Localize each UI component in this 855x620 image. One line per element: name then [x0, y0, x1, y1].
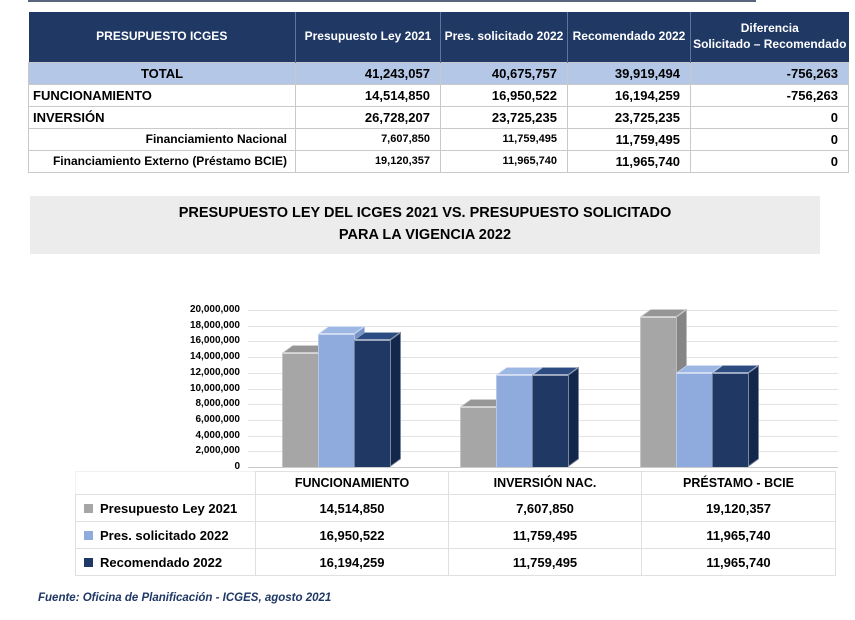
cell-value: 41,243,057 — [296, 62, 441, 84]
cell-value: 11,965,740 — [441, 150, 568, 172]
page-top-edge — [28, 0, 756, 2]
legend-value: 19,120,357 — [642, 495, 836, 522]
cell-value: 0 — [691, 106, 849, 128]
plot-area — [248, 310, 838, 467]
chart-title-line2: PARA LA VIGENCIA 2022 — [338, 227, 512, 243]
row-label: INVERSIÓN — [29, 106, 296, 128]
col-header-diferencia-line1: Diferencia — [740, 21, 799, 36]
legend-value: 11,965,740 — [642, 549, 836, 576]
col-header-diferencia-line2: Solicitado – Recomendado — [693, 36, 847, 51]
bar-face-front — [496, 375, 532, 467]
row-label: FUNCIONAMIENTO — [29, 84, 296, 106]
budget-table — [28, 12, 849, 173]
y-axis-tick-label: 0 — [234, 461, 240, 472]
row-label: Financiamiento Externo (Préstamo BCIE) — [29, 150, 296, 172]
cell-value: 0 — [691, 128, 849, 150]
col-header-ley-2021: Presupuesto Ley 2021 — [296, 12, 441, 62]
bar-face-front — [676, 373, 712, 467]
cell-value: 40,675,757 — [441, 62, 568, 84]
legend-entry — [76, 522, 256, 549]
chart-title — [30, 196, 820, 254]
category-label-funcionamiento: FUNCIONAMIENTO — [256, 472, 449, 495]
y-axis — [145, 304, 240, 480]
legend-value: 7,607,850 — [449, 495, 642, 522]
cell-value: 7,607,850 — [296, 128, 441, 150]
bar-face-front — [282, 353, 318, 467]
table-row-financiamiento-nacional — [29, 128, 849, 150]
y-axis-tick-label: 14,000,000 — [189, 351, 240, 362]
category-label-inversion-nac: INVERSIÓN NAC. — [449, 472, 642, 495]
cell-value: -756,263 — [691, 62, 849, 84]
cell-value: 14,514,850 — [296, 84, 441, 106]
cell-value: 23,725,235 — [568, 106, 691, 128]
legend-value: 16,194,259 — [256, 549, 449, 576]
chart-title-line1: PRESUPUESTO LEY DEL ICGES 2021 VS. PRESUPUESTO SOLICITADO — [178, 205, 672, 222]
legend-value: 11,759,495 — [449, 549, 642, 576]
bar-face-front — [712, 373, 748, 467]
bar-face-front — [318, 334, 354, 467]
table-row-financiamiento-externo — [29, 150, 849, 172]
legend-entry — [76, 549, 256, 576]
cell-value: 0 — [691, 150, 849, 172]
cell-value: 11,759,495 — [568, 128, 691, 150]
legend-swatch-gray-icon — [84, 504, 93, 513]
y-axis-tick-label: 4,000,000 — [195, 430, 240, 441]
cell-value: 11,759,495 — [441, 128, 568, 150]
legend-row-ley-2021 — [76, 495, 836, 522]
y-axis-tick-label: 2,000,000 — [195, 445, 240, 456]
chart-legend-table — [75, 471, 836, 576]
col-header-presupuesto-icges: PRESUPUESTO ICGES — [29, 12, 296, 62]
y-axis-tick-label: 8,000,000 — [195, 398, 240, 409]
bar-face-front — [532, 375, 568, 467]
legend-value: 16,950,522 — [256, 522, 449, 549]
y-axis-tick-label: 20,000,000 — [189, 304, 240, 315]
cell-value: 16,194,259 — [568, 84, 691, 106]
cell-value: 39,919,494 — [568, 62, 691, 84]
cell-value: 16,950,522 — [441, 84, 568, 106]
y-axis-tick-label: 18,000,000 — [189, 320, 240, 331]
bar-recomendado-2022-pr-stamo-bcie — [712, 310, 759, 467]
legend-value: 14,514,850 — [256, 495, 449, 522]
bar-face-front — [354, 340, 390, 467]
bar-face-side — [748, 365, 759, 467]
table-row-total — [29, 62, 849, 84]
legend-series-name: Presupuesto Ley 2021 — [100, 500, 238, 516]
category-header-row — [76, 472, 836, 495]
legend-row-recomendado-2022 — [76, 549, 836, 576]
col-header-recomendado-2022: Recomendado 2022 — [568, 12, 691, 62]
row-label: Financiamiento Nacional — [29, 128, 296, 150]
legend-swatch-lightblue-icon — [84, 531, 93, 540]
legend-series-name: Recomendado 2022 — [100, 554, 223, 570]
bar-face-side — [568, 367, 579, 467]
y-axis-tick-label: 10,000,000 — [189, 383, 240, 394]
col-header-diferencia — [691, 12, 849, 62]
cell-value: 26,728,207 — [296, 106, 441, 128]
source-note: Fuente: Oficina de Planificación - ICGES, agosto 2021 — [38, 592, 332, 604]
cell-value: 19,120,357 — [296, 150, 441, 172]
legend-corner-cell — [76, 472, 256, 495]
legend-row-solicitado-2022 — [76, 522, 836, 549]
cell-value: 11,965,740 — [568, 150, 691, 172]
col-header-solicitado-2022: Pres. solicitado 2022 — [441, 12, 568, 62]
legend-entry — [76, 495, 256, 522]
bar-recomendado-2022-inversi-n-nac — [532, 310, 579, 467]
legend-value: 11,965,740 — [642, 522, 836, 549]
legend-swatch-navy-icon — [84, 558, 93, 567]
bar-face-front — [640, 317, 676, 467]
y-axis-tick-label: 6,000,000 — [195, 414, 240, 425]
category-label-prestamo-bcie: PRÉSTAMO - BCIE — [642, 472, 836, 495]
bar-recomendado-2022-funcionamiento — [354, 310, 401, 467]
budget-table-header-row — [29, 12, 849, 62]
gridline — [248, 467, 838, 468]
cell-value: 23,725,235 — [441, 106, 568, 128]
legend-series-name: Pres. solicitado 2022 — [100, 527, 229, 543]
bar-face-front — [460, 407, 496, 467]
table-row-funcionamiento — [29, 84, 849, 106]
y-axis-tick-label: 16,000,000 — [189, 335, 240, 346]
row-label: TOTAL — [29, 62, 296, 84]
y-axis-tick-label: 12,000,000 — [189, 367, 240, 378]
legend-value: 11,759,495 — [449, 522, 642, 549]
cell-value: -756,263 — [691, 84, 849, 106]
table-row-inversion — [29, 106, 849, 128]
bar-face-side — [390, 332, 401, 467]
